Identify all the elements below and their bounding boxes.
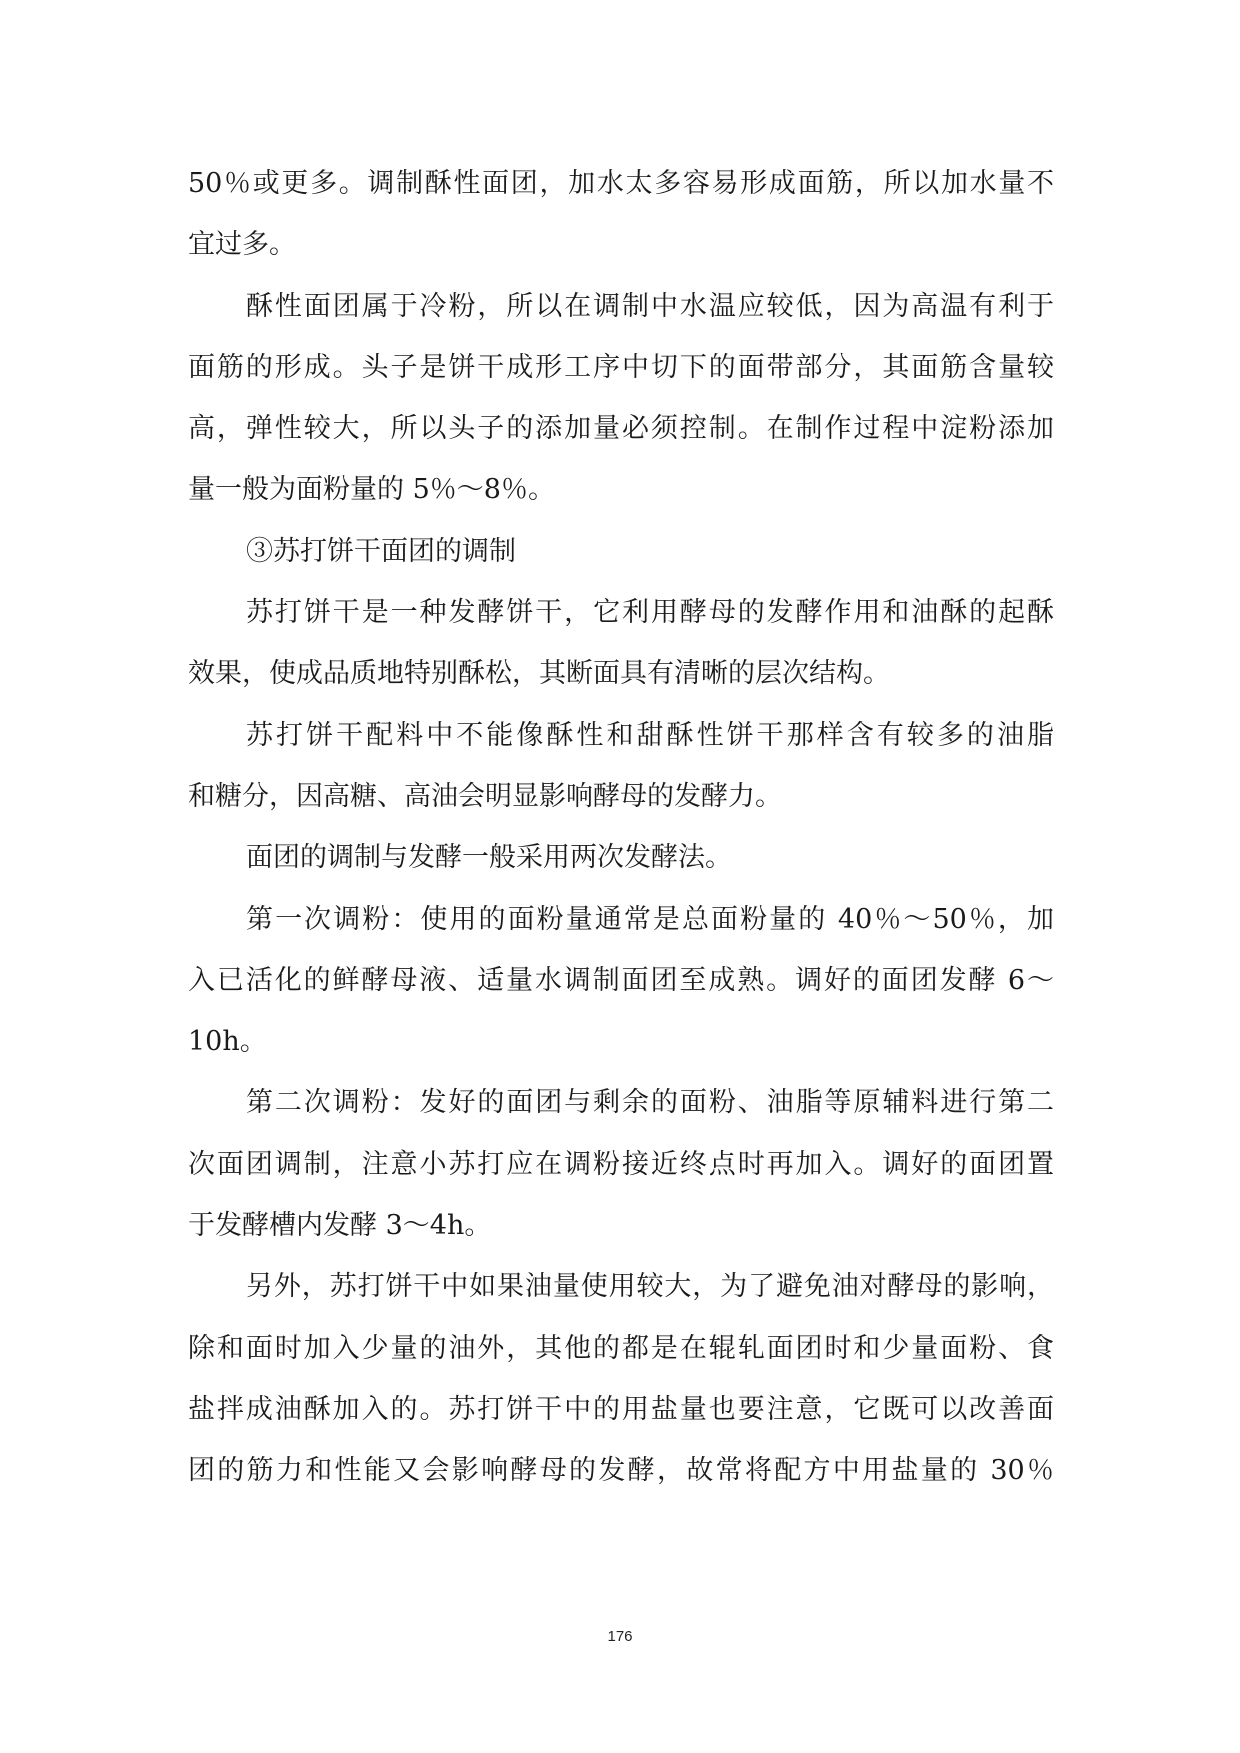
text-line-3: 酥性面团属于冷粉，所以在调制中水温应较低，因为高温有利于 [246, 290, 1054, 322]
text-line-8: 苏打饼干是一种发酵饼干，它利用酵母的发酵作用和油酥的起酥 [246, 597, 1054, 629]
text-line-22: 团的筋力和性能又会影响酵母的发酵，故常将配方中用盐量的 30％ [188, 1455, 1054, 1487]
body-text [188, 153, 1054, 1502]
text-line-10: 苏打饼干配料中不能像酥性和甜酥性饼干那样含有较多的油脂 [246, 719, 1054, 751]
text-line-5: 高，弹性较大，所以头子的添加量必须控制。在制作过程中淀粉添加 [188, 413, 1054, 445]
text-line-16: 第二次调粉：发好的面团与剩余的面粉、油脂等原辅料进行第二 [246, 1087, 1054, 1119]
text-line-2: 宜过多。 [188, 229, 296, 261]
text-line-1: 50％或更多。调制酥性面团，加水太多容易形成面筋，所以加水量不 [188, 168, 1054, 199]
text-line-19: 另外，苏打饼干中如果油量使用较大，为了避免油对酵母的影响， [246, 1271, 1054, 1303]
text-line-15: 10h。 [188, 1026, 267, 1058]
text-line-4: 面筋的形成。头子是饼干成形工序中切下的面带部分，其面筋含量较 [188, 351, 1054, 383]
text-line-14: 入已活化的鲜酵母液、适量水调制面团至成熟。调好的面团发酵 6～ [188, 964, 1054, 996]
text-line-13: 第一次调粉：使用的面粉量通常是总面粉量的 40％～50％，加 [246, 903, 1054, 935]
text-line-6: 量一般为面粉量的 5％～8％。 [188, 474, 555, 506]
text-line-17: 次面团调制，注意小苏打应在调粉接近终点时再加入。调好的面团置 [188, 1148, 1054, 1180]
text-line-9: 效果，使成品质地特别酥松，其断面具有清晰的层次结构。 [188, 658, 890, 690]
text-line-11: 和糖分，因高糖、高油会明显影响酵母的发酵力。 [188, 780, 782, 812]
text-line-12: 面团的调制与发酵一般采用两次发酵法。 [246, 842, 732, 874]
section-heading: ③苏打饼干面团的调制 [246, 535, 516, 567]
text-line-18: 于发酵槽内发酵 3～4h。 [188, 1210, 492, 1242]
text-line-20: 除和面时加入少量的油外，其他的都是在辊轧面团时和少量面粉、食 [188, 1332, 1054, 1364]
text-line-21: 盐拌成油酥加入的。苏打饼干中的用盐量也要注意，它既可以改善面 [188, 1393, 1054, 1425]
page-number: 176 [607, 1628, 633, 1645]
